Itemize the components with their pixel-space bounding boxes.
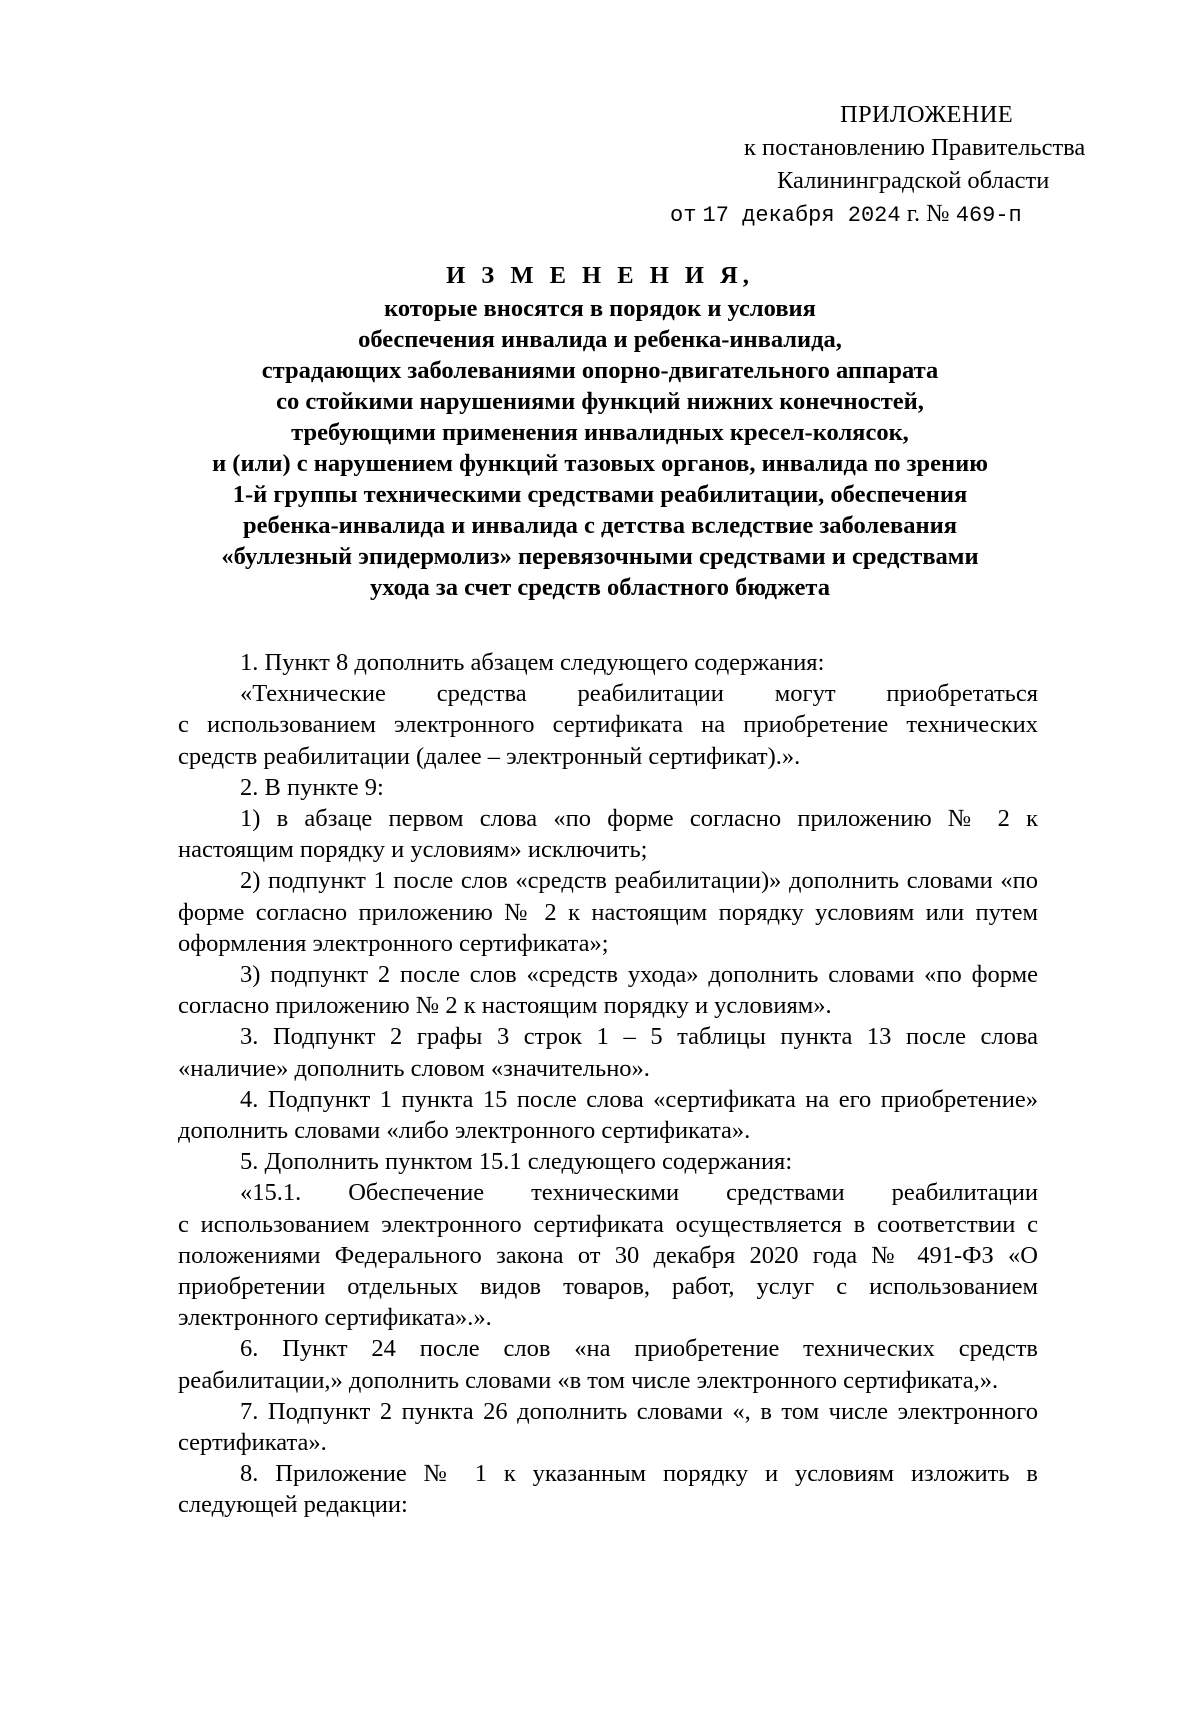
paragraph: 7. Подпункт 2 пункта 26 дополнить словами «, в том числе электронного сертификата». xyxy=(178,1397,1038,1457)
paragraph: 5. Дополнить пунктом 15.1 следующего содержания: xyxy=(240,1148,793,1176)
paragraph: «Технические средства реабилитации могут приобретаться xyxy=(240,680,1038,708)
date-value: 17 декабря 2024 xyxy=(702,203,901,228)
paragraph: с использованием электронного сертификата осуществляется в соответствии с положениями Федерального закона от 30 декабря 2020 года № 491-ФЗ «О приобретении отдельных видов товаров, работ, услуг с использованием электронного сертификата».». xyxy=(178,1210,1038,1332)
title-line: со стойкими нарушениями функций нижних конечностей, xyxy=(276,388,924,415)
title-line: которые вносятся в порядок и условия xyxy=(384,295,816,322)
document-number: 469-п xyxy=(955,203,1022,228)
date-suffix: г. № xyxy=(906,200,950,227)
appendix-header xyxy=(670,98,1120,232)
title-line: требующими применения инвалидных кресел-колясок, xyxy=(291,419,909,446)
paragraph: 8. Приложение № 1 к указанным порядку и условиям изложить в следующей редакции: xyxy=(178,1460,1038,1519)
paragraph: «15.1. Обеспечение техническими средствами реабилитации xyxy=(240,1179,1038,1207)
paragraph: 2) подпункт 1 после слов «средств реабилитации)» дополнить словами «по форме согласно приложению № 2 к настоящим порядку условиям или путем оформления электронного сертификата»; xyxy=(178,867,1038,957)
paragraph: 2. В пункте 9: xyxy=(240,773,384,801)
appendix-line-resolution: к постановлению Правительства xyxy=(744,134,1086,161)
paragraph: с использованием электронного сертификата на приобретение технических средств реабилитации (далее – электронный сертификат).». xyxy=(178,711,1038,770)
title-word: И З М Е Н Е Н И Я, xyxy=(446,262,754,289)
date-prefix: от xyxy=(670,203,697,228)
appendix-line-region: Калининградской области xyxy=(777,167,1050,194)
title-line: страдающих заболеваниями опорно-двигательного аппарата xyxy=(261,357,939,384)
title-line: «буллезный эпидермолиз» перевязочными средствами и средствами xyxy=(221,543,979,570)
title-line: 1-й группы техническими средствами реабилитации, обеспечения xyxy=(232,481,968,508)
paragraph: 6. Пункт 24 после слов «на приобретение технических средств реабилитации,» дополнить словами «в том числе электронного сертификата,». xyxy=(178,1335,1038,1394)
paragraph: 3. Подпункт 2 графы 3 строк 1 – 5 таблицы пункта 13 после слова «наличие» дополнить словом «значительно». xyxy=(178,1023,1038,1082)
paragraph: 4. Подпункт 1 пункта 15 после слова «сертификата на его приобретение» дополнить словами «либо электронного сертификата». xyxy=(178,1085,1038,1145)
title-line: ребенка-инвалида и инвалида с детства вследствие заболевания xyxy=(243,512,957,539)
title-line: обеспечения инвалида и ребенка-инвалида, xyxy=(358,326,842,353)
paragraph: 3) подпункт 2 после слов «средств ухода» дополнить словами «по форме согласно приложению № 2 к настоящим порядку и условиям». xyxy=(178,961,1038,1020)
paragraph: 1. Пункт 8 дополнить абзацем следующего содержания: xyxy=(240,649,825,676)
appendix-heading: ПРИЛОЖЕНИЕ xyxy=(840,101,1013,128)
appendix-date-line xyxy=(670,197,1120,232)
document-body xyxy=(178,647,1038,1521)
paragraph: 1) в абзаце первом слова «по форме согласно приложению № 2 к настоящим порядку и условиям» исключить; xyxy=(178,805,1038,864)
title-line: ухода за счет средств областного бюджета xyxy=(370,574,830,601)
title-line: и (или) с нарушением функций тазовых органов, инвалида по зрению xyxy=(212,450,988,477)
document-title xyxy=(160,260,1040,603)
